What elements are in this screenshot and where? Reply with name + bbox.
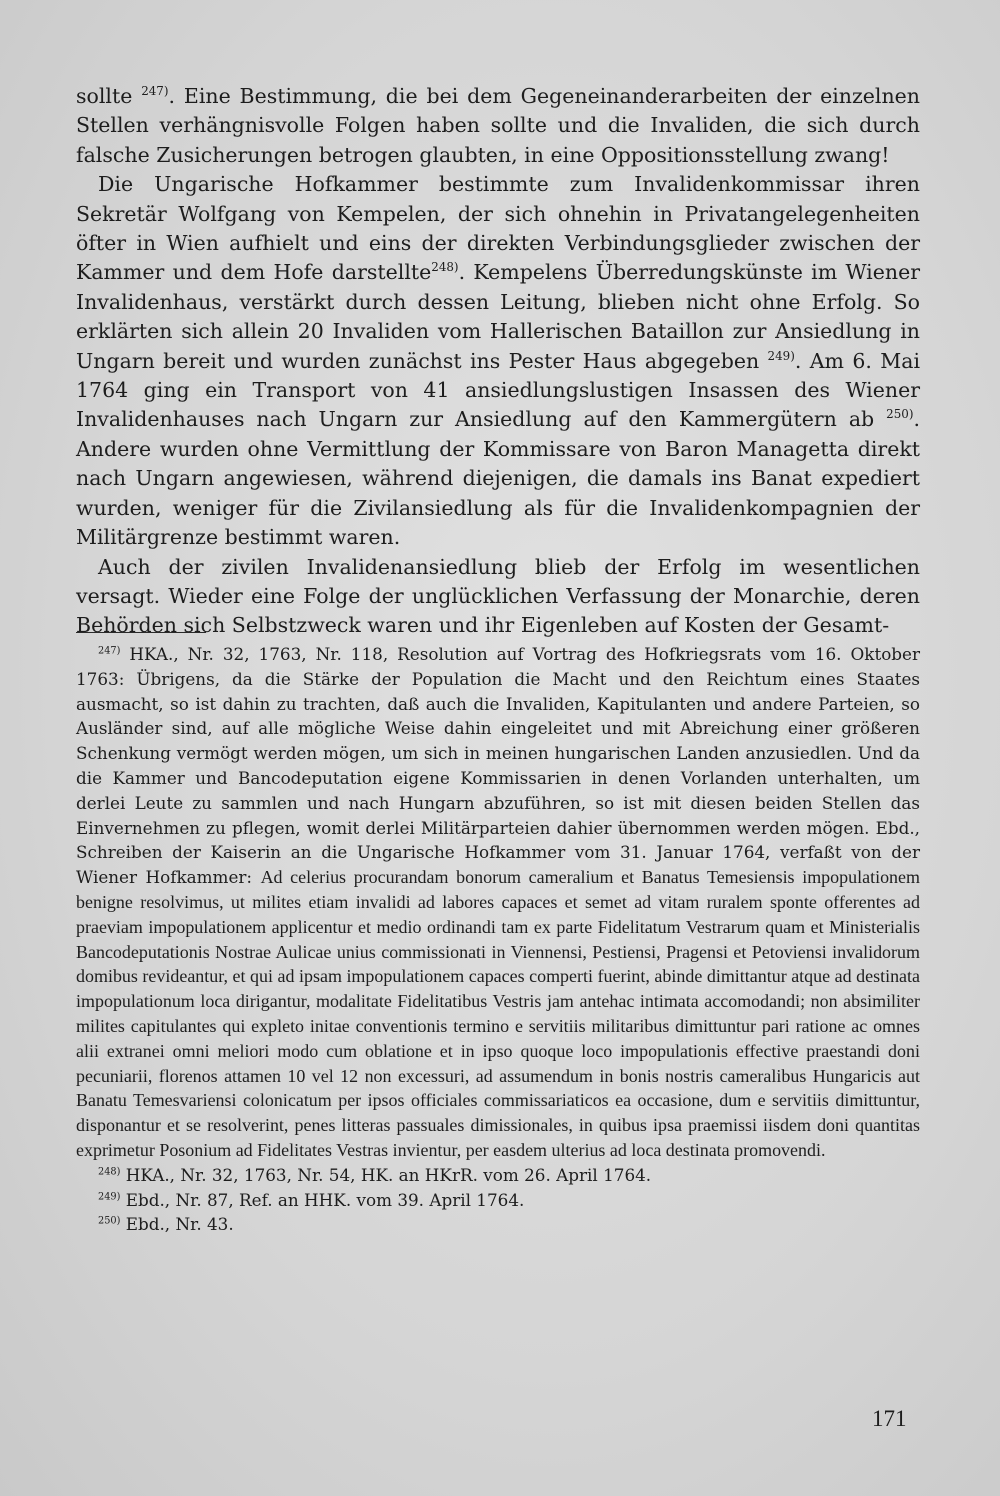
footnote-248 xyxy=(76,1163,920,1188)
text-run: . Eine Bestimmung, die bei dem Gegeneinanderarbeiten der einzelnen Stellen verhängnisvolle Folgen haben sollte und die Invaliden, die sich durch falsche Zusicherungen betrogen glaubten, in eine Oppositionsstellung zwang! xyxy=(76,84,920,167)
footnote-ref-248: 248) xyxy=(431,260,459,275)
footnote-separator xyxy=(76,632,206,633)
footnote-number: 249) xyxy=(98,1190,121,1202)
main-text xyxy=(76,82,920,641)
text-run: sollte xyxy=(76,84,142,108)
footnote-250 xyxy=(76,1212,920,1237)
paragraph xyxy=(76,553,920,641)
latin-quotation: Ad celerius procurandam bonorum cameralium et Banatus Temesiensis impopulationem benigne resolvimus, ut milites etiam invalidi ad labores capaces et semet ad vitam ruralem sponte offerentes ad praeviam impopulationem applicentur et medio ordinandi tam ex parte Fidelitatum Vestrarum quam et Ministerialis Bancodeputationis Nostrae Aulicae unius commissionati in Viennensi, Pestiensi, Pragensi et Petoviensi invalidorum domibus revideantur, et qui ad ipsam impopulationem capaces comperti fuerint, abinde dimittantur atque ad destinata impopulationum loca dirigantur, modalitate Fidelitatibus Vestris jam antehac intimata accomodandi; non absimiliter milites capitulantes qui expleto initae conventionis termino e servitiis militaribus dimittuntur pari ratione ac omnes alii extranei omni meliori modo cum oblatione et in ipso quoque loco impopulationis effective praestandi doni pecuniarii, florenos attamen 10 vel 12 non excessuri, ad assumendum in bonis nostris cameralibus Hungaricis aut Banatu Temesvariensi colonicatum per ipsos officiales commissariaticos ea occasione, dum e servitiis dimittuntur, disponantur et se resolverint, penes litteras passuales dimissionales, in quibus ipsa praemissi iisdem doni quantitas exprimetur Posonium ad Fidelitates Vestras invientur, per easdem ulterius ad loca destinata promovendi. xyxy=(76,867,920,1160)
paragraph xyxy=(76,82,920,170)
footnote-number: 247) xyxy=(98,645,121,657)
footnote-247 xyxy=(76,642,920,1163)
text-run: . Kempelens Überredungskünste im Wiener Invalidenhaus, verstärkt durch dessen Leitung, blieben nicht ohne Erfolg. So erklärten sich allein 20 Invaliden vom Hallerischen Bataillon zur Ansiedlung in Ungarn bereit und wurden zunächst ins Pester Haus abgegeben xyxy=(76,260,921,373)
paragraph xyxy=(76,170,920,552)
footnote-text: Ebd., Nr. 43. xyxy=(120,1214,234,1235)
text-run: Auch der zivilen Invalidenansiedlung blieb der Erfolg im wesentlichen versagt. Wieder eine Folge der unglücklichen Verfassung der Monarchie, deren Behörden sich Selbstzweck waren und ihr Eigenleben auf Kosten der Gesamt- xyxy=(76,554,920,638)
footnote-ref-249: 249) xyxy=(767,348,795,363)
footnotes xyxy=(76,642,920,1237)
text-run: . Andere wurden ohne Vermittlung der Kommissare von Baron Managetta direkt nach Ungarn angewiesen, während diejenigen, die damals ins Banat expediert wurden, weniger für die Zivilansiedlung als für die Invalidenkompagnien der Militärgrenze bestimmt waren. xyxy=(76,407,920,550)
page-number: 171 xyxy=(872,1406,907,1431)
footnote-text: Ebd., Nr. 87, Ref. an HHK. vom 39. April 1764. xyxy=(120,1189,525,1210)
footnote-text: HKA., Nr. 32, 1763, Nr. 118, Resolution auf Vortrag des Hofkriegsrats vom 16. Oktober 1763: Übrigens, da die Stärke der Population die Macht und den Reichtum eines Staates ausmacht, so ist dahin zu trachten, daß auch die Invaliden, Kapitulanten und andere Parteien, so Ausländer sind, auf alle mögliche Weise dahin eingeleitet und mit Abreichung einer größeren Schenkung vermögt werden mögen, um sich in meinen hungarischen Landen anzusiedlen. Und da die Kammer und Bancodeputation eigene Kommissarien in denen Vorlanden unterhalten, um derlei Leute zu sammlen und nach Hungarn abzuführen, so ist mit diesen beiden Stellen das Einvernehmen zu pflegen, womit derlei Militärparteien dahier übernommen werden mögen. Ebd., Schreiben der Kaiserin an die Ungarische Hofkammer vom 31. Januar 1764, verfaßt von der Wiener Hofkammer: xyxy=(76,644,920,888)
footnote-ref-247: 247) xyxy=(141,84,169,99)
footnote-number: 250) xyxy=(98,1215,121,1227)
footnote-text: HKA., Nr. 32, 1763, Nr. 54, HK. an HKrR. vom 26. April 1764. xyxy=(120,1164,652,1185)
footnote-number: 248) xyxy=(98,1166,121,1178)
text-run: . Am 6. Mai 1764 ging ein Transport von 41 ansiedlungslustigen Insassen des Wiener Invalidenhauses nach Ungarn zur Ansiedlung auf den Kammergütern ab xyxy=(76,348,920,432)
text-run: Die Ungarische Hofkammer bestimmte zum Invalidenkommissar ihren Sekretär Wolfgang von Kempelen, der sich ohnehin in Privatangelegenheiten öfter in Wien aufhielt und eins der direkten Verbindungsglieder zwischen der Kammer und dem Hofe darstellte xyxy=(76,172,920,285)
footnote-249 xyxy=(76,1188,920,1213)
footnote-ref-250: 250) xyxy=(886,407,914,422)
